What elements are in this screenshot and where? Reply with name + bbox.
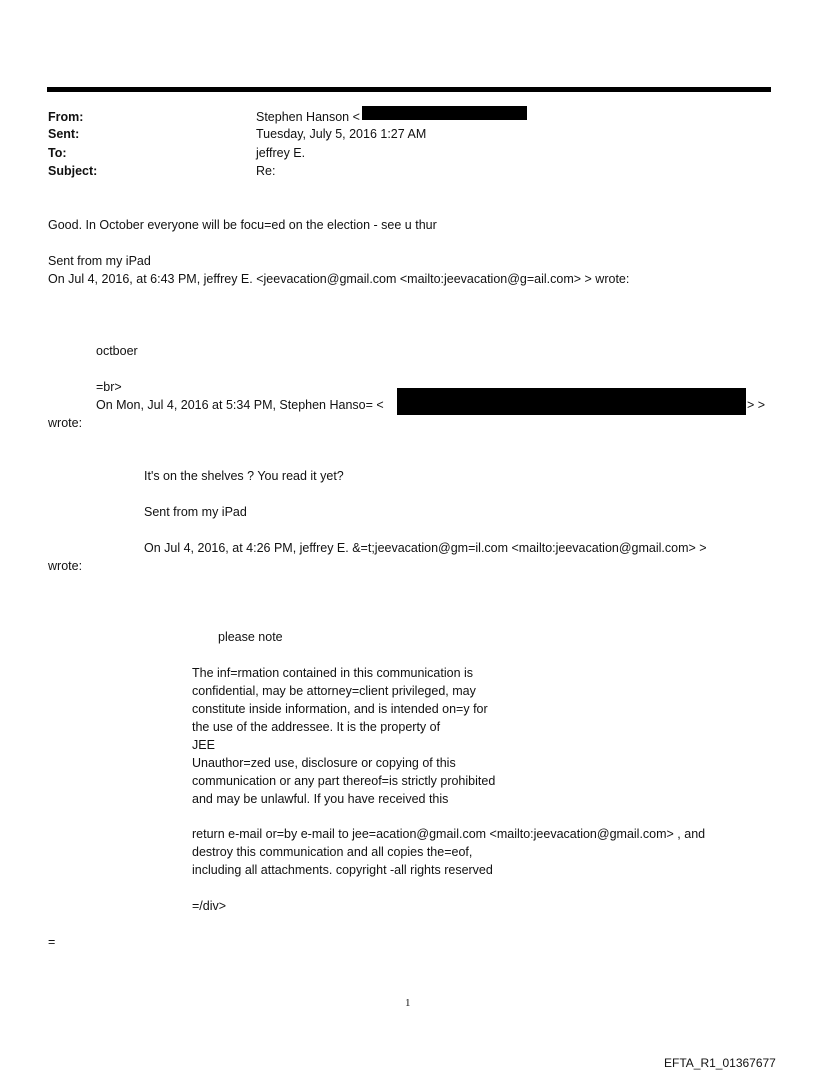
html-artifact: =/div>	[192, 899, 227, 913]
disclaimer-line: including all attachments. copyright -all rights reserved	[192, 863, 493, 877]
subject-value: Re:	[256, 164, 276, 178]
subject-label: Subject:	[48, 164, 98, 178]
html-artifact: =br>	[96, 380, 122, 394]
disclaimer-line: confidential, may be attorney=client privileged, may	[192, 684, 476, 698]
disclaimer-line: and may be unlawful. If you have received this	[192, 792, 449, 806]
sent-from-ipad: Sent from my iPad	[144, 505, 247, 519]
from-value: Stephen Hanson <	[256, 110, 360, 124]
sent-from-ipad: Sent from my iPad	[48, 254, 151, 268]
to-value: jeffrey E.	[256, 146, 306, 160]
message-line: Good. In October everyone will be focu=ed on the election - see u thur	[48, 218, 437, 232]
reply-text: octboer	[96, 344, 138, 358]
quote-header: On Jul 4, 2016, at 4:26 PM, jeffrey E. &=t;jeevacation@gm=il.com <mailto:jeevacation@gmail.com> >	[144, 541, 707, 555]
quote-header-tail: > >	[747, 398, 766, 412]
bates-number: EFTA_R1_01367677	[664, 1056, 776, 1070]
disclaimer-line: return e-mail or=by e-mail to jee=acation@gmail.com <mailto:jeevacation@gmail.com> , and	[192, 827, 706, 841]
header-rule	[47, 87, 771, 92]
to-label: To:	[48, 146, 67, 160]
disclaimer-line: destroy this communication and all copies the=eof,	[192, 845, 473, 859]
wrote-text: wrote:	[48, 416, 83, 430]
disclaimer-line: communication or any part thereof=is strictly prohibited	[192, 774, 496, 788]
sent-label: Sent:	[48, 127, 80, 141]
disclaimer-line: JEE	[192, 738, 215, 752]
disclaimer-line: The inf=rmation contained in this communication is	[192, 666, 474, 680]
trailing-equals: =	[48, 935, 56, 949]
reply-text: It's on the shelves ? You read it yet?	[144, 469, 344, 483]
quote-header: On Jul 4, 2016, at 6:43 PM, jeffrey E. <jeevacation@gmail.com <mailto:jeevacation@g=ail.com> > wrote:	[48, 272, 630, 286]
please-note: please note	[218, 630, 283, 644]
redaction-box	[397, 388, 746, 415]
page-number: 1	[405, 997, 411, 1009]
from-label: From:	[48, 110, 84, 124]
redaction-box	[362, 106, 527, 120]
sent-value: Tuesday, July 5, 2016 1:27 AM	[256, 127, 427, 141]
wrote-text: wrote:	[48, 559, 83, 573]
disclaimer-line: the use of the addressee. It is the property of	[192, 720, 441, 734]
disclaimer-line: constitute inside information, and is intended on=y for	[192, 702, 488, 716]
disclaimer-line: Unauthor=zed use, disclosure or copying of this	[192, 756, 456, 770]
quote-header: On Mon, Jul 4, 2016 at 5:34 PM, Stephen Hanso= <	[96, 398, 384, 412]
